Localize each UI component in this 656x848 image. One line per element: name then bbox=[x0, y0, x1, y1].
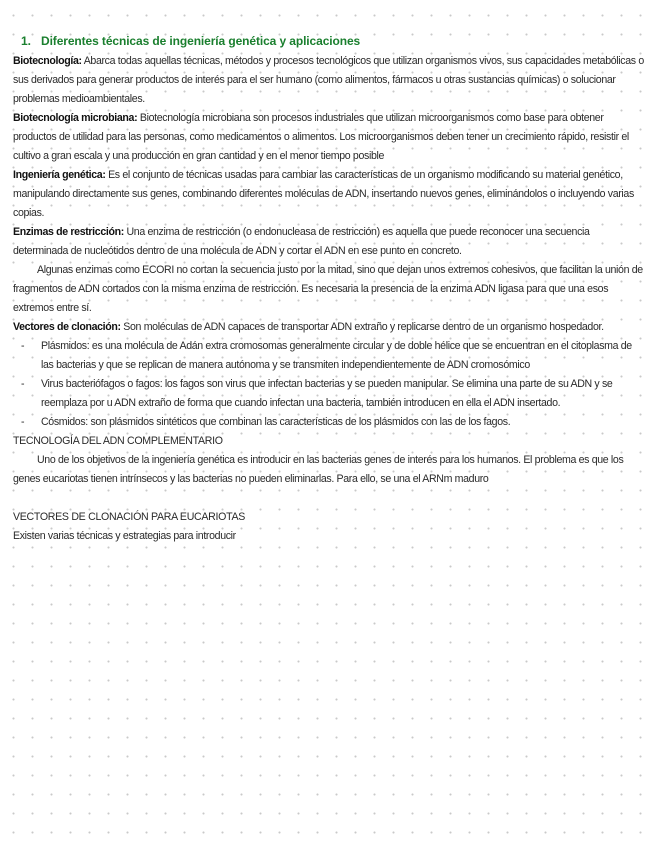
list-item bbox=[13, 337, 645, 375]
list-item bbox=[13, 413, 645, 432]
biotecnologia-text: Abarca todas aquellas técnicas, métodos y procesos tecnológicos que utilizan organismos vivos, sus capacidades metabólicas o sus derivados para generar productos de interés para el ser humano (como alimentos, fármacos u otras sustancias químicas) o solucionar problemas medioambientales. bbox=[13, 55, 644, 105]
term-enzimas: Enzimas de restricción: bbox=[13, 226, 124, 238]
term-biotecnologia: Biotecnología: bbox=[13, 55, 82, 67]
biotecnologia-paragraph bbox=[13, 52, 645, 109]
document-page bbox=[13, 34, 645, 546]
bullet: - bbox=[21, 416, 25, 428]
enzimas-extra-paragraph: Algunas enzimas como ECORI no cortan la secuencia justo por la mitad, sino que dejan unos extremos cohesivos, que facilitan la unión de fragmentos de ADN cortados con la misma enzima de restricción. Es necesaria la presencia de la enzima ADN ligasa para que una esos extremos entre sí. bbox=[13, 264, 643, 314]
bullet: - bbox=[21, 340, 25, 352]
vectores-text: Son moléculas de ADN capaces de transportar ADN extraño y replicarse dentro de un organismo hospedador. bbox=[123, 321, 604, 333]
spacer bbox=[13, 489, 645, 508]
vectores-eucariotas-text: Existen varias técnicas y estrategias para introducir bbox=[13, 530, 236, 542]
list-item-text: Virus bacteriófagos o fagos: los fagos son virus que infectan bacterias y se pueden manipular. Se elimina una parte de su ADN y se reemplaza por u ADN extraño de forma que cuando infectan una bacteria, también introducen en ella el ADN insertado. bbox=[41, 378, 613, 409]
vectores-paragraph bbox=[13, 318, 645, 337]
tecnologia-adn-heading: TECNOLOGÍA DEL ADN COMPLEMENTARIO bbox=[13, 435, 223, 447]
section-title-text: Diferentes técnicas de ingeniería genética y aplicaciones bbox=[41, 34, 361, 48]
list-item-text: Plásmidos: es una molécula de Adán extra cromosomas generalmente circular y de doble hélice que se encuentran en el citoplasma de las bacterias y que se replican de manera autónoma y se transmiten independientemente de ADN cromosómico bbox=[41, 340, 632, 371]
tecnologia-adn-text: Uno de los objetivos de la ingeniería genética es introducir en las bacterias genes de interés para los humanos. El problema es que los genes eucariotas tienen intrínsecos y las bacterias no pueden eliminarlas. Para ello, se una el ARNm maduro bbox=[13, 454, 624, 485]
section-number: 1. bbox=[21, 34, 31, 48]
biotecnologia-microbiana-text: Biotecnología microbiana son procesos industriales que utilizan microorganismos como base para obtener productos de utilidad para las personas, como medicamentos o alimentos. Los microorganismos deben tener un crecimiento rápido, resistir el cultivo a gran escala y una producción en gran cantidad y en el menor tiempo posible bbox=[13, 112, 629, 162]
ingenieria-genetica-paragraph bbox=[13, 166, 645, 223]
biotecnologia-microbiana-paragraph bbox=[13, 109, 645, 166]
term-biotecnologia-microbiana: Biotecnología microbiana: bbox=[13, 112, 138, 124]
vectores-eucariotas-heading: VECTORES DE CLONACIÓN PARA EUCARIOTAS bbox=[13, 511, 246, 523]
list-item-text: Cósmidos: son plásmidos sintéticos que combinan las características de los plásmidos con las de los fagos. bbox=[41, 416, 511, 428]
vectores-list bbox=[13, 337, 645, 432]
term-vectores: Vectores de clonación: bbox=[13, 321, 121, 333]
list-item bbox=[13, 375, 645, 413]
enzimas-text: Una enzima de restricción (o endonucleasa de restricción) es aquella que puede reconocer una secuencia determinada de nucleótidos dentro de una molécula de ADN y cortar el ADN en ese punto en concreto. bbox=[13, 226, 590, 257]
section-title bbox=[21, 34, 645, 48]
ingenieria-genetica-text: Es el conjunto de técnicas usadas para cambiar las características de un organismo modificando su material genético, manipulando directamente sus genes, combinando diferentes moléculas de ADN, insertando nuevos genes, eliminándolos o incluyendo varias copias. bbox=[13, 169, 634, 219]
bullet: - bbox=[21, 378, 25, 390]
term-ingenieria-genetica: Ingeniería genética: bbox=[13, 169, 106, 181]
enzimas-paragraph bbox=[13, 223, 645, 261]
